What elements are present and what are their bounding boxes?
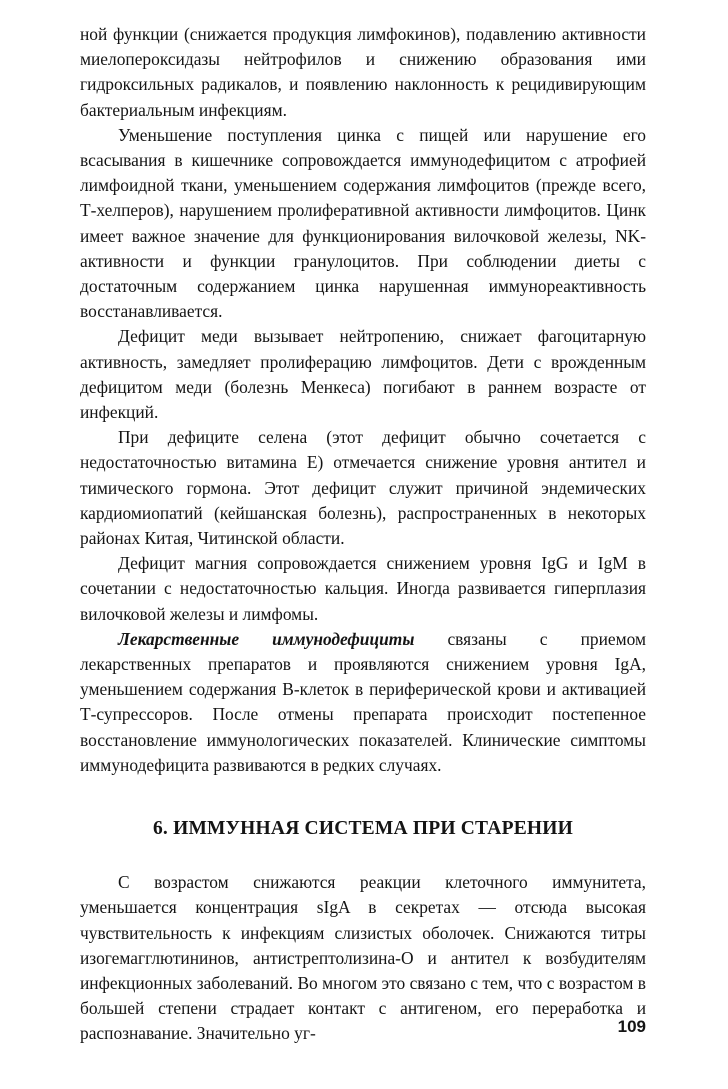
drug-immunodeficiency-term: Лекарственные иммунодефициты — [118, 628, 415, 649]
paragraph-magnesium-deficiency: Дефицит магния сопровождается снижением уровня IgG и IgM в сочетании с недостаточностью кальция. Иногда развивается гиперплазия вилочковой железы и лимфомы. — [80, 553, 646, 624]
page-number: 109 — [617, 1017, 646, 1036]
paragraph-zinc-deficiency: Уменьшение поступления цинка с пищей или нарушение его всасывания в кишечнике сопровождается иммунодефицитом с атрофией лимфоидной ткани, уменьшением содержания лимфоцитов (прежде всего, Т-хелперов), нарушением пролиферативной активности лимфоцитов. Цинк имеет важное значение для функционирования вилочковой железы, NK-активности и функции гранулоцитов. При соблюдении диеты с достаточным содержанием цинка нарушенная иммунореактивность восстанавливается. — [80, 124, 646, 322]
paragraph-aging-immunity: С возрастом снижаются реакции клеточного иммунитета, уменьшается концентрация sIgA в секретах — отсюда высокая чувствительность к инфекциям слизистых оболочек. Снижаются титры изогемагглютининов, антистрептолизина-О и антител к возбудителям инфекционных заболеваний. Во многом это связано с тем, что с возрастом в большей степени страдает контакт с антигеном, его переработка и распознавание. Значительно уг- — [80, 872, 646, 1044]
paragraph-copper-deficiency: Дефицит меди вызывает нейтропению, снижает фагоцитарную активность, замедляет пролиферацию лимфоцитов. Дети с врожденным дефицитом меди (болезнь Менкеса) погибают в раннем возрасте от инфекций. — [80, 326, 646, 423]
section-heading: 6. ИММУННАЯ СИСТЕМА ПРИ СТАРЕНИИ — [152, 818, 573, 840]
page-body — [80, 22, 646, 1047]
paragraph-immune-function-end: ной функции (снижается продукция лимфокинов), подавлению активности миелопероксидазы нейтрофилов и снижению образования ими гидроксильных радикалов, и появлению наклонность к рецидивирующим бактериальным инфекциям. — [80, 24, 646, 120]
drug-immunodeficiency-text: связаны с приемом лекарственных препаратов и проявляются снижением уровня IgA, уменьшением содержания В-клеток в периферической крови и активацией Т-супрессоров. После отмены препарата происходит постепенное восстановление иммунологических показателей. Клинические симптомы иммунодефицита развиваются в редких случаях. — [80, 628, 646, 775]
paragraph-selenium-deficiency: При дефиците селена (этот дефицит обычно сочетается с недостаточностью витамина Е) отмечается снижение уровня антител и тимического гормона. Этот дефицит служит причиной эндемических кардиомиопатий (кейшанская болезнь), распространенных в некоторых районах Китая, Читинской области. — [80, 427, 646, 549]
paragraph-drug-immunodeficiency — [80, 627, 646, 778]
